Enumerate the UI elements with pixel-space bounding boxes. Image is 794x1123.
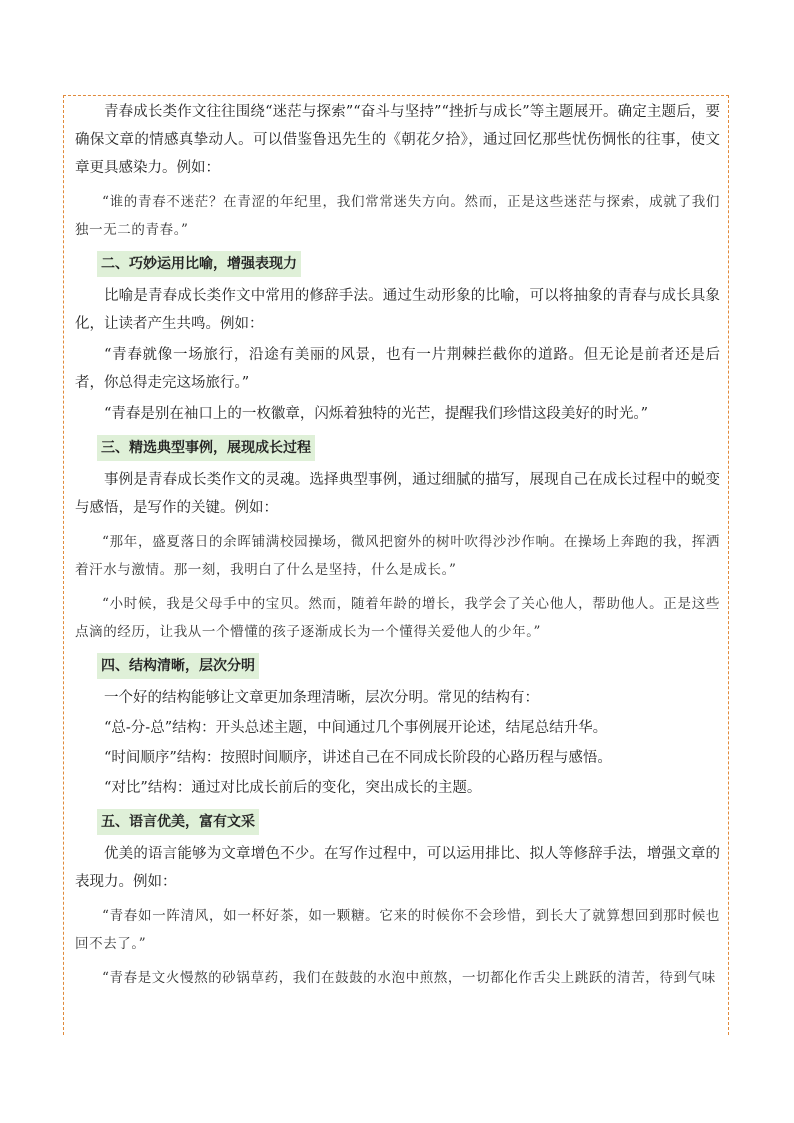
example-quote: “谁的青春不迷茫？在青涩的年纪里，我们常常迷失方向。然而，正是这些迷茫与探索，成就了我们独一无二的青春。”	[75, 194, 720, 238]
example-quote: “青春就像一场旅行，沿途有美丽的风景，也有一片荆棘拦截你的道路。但无论是前者还是后者，你总得走完这场旅行。”	[75, 347, 720, 391]
example-quote: “青春是文火慢熬的砂锅草药，我们在鼓鼓的水泡中煎熬，一切都化作舌尖上跳跃的清苦，待到气味	[102, 970, 716, 986]
body-paragraph: 事例是青春成长类作文的灵魂。选择典型事例，通过细腻的描写，展现自己在成长过程中的蜕变与感悟，是写作的关键。例如：	[75, 472, 720, 516]
structure-item: “总-分-总”结构：开头总述主题，中间通过几个事例展开论述，结尾总结升华。	[104, 720, 608, 736]
body-paragraph: 优美的语言能够为文章增色不少。在写作过程中，可以运用排比、拟人等修辞手法，增强文章的表现力。例如：	[75, 846, 720, 890]
section-heading	[97, 434, 720, 460]
body-paragraph: 比喻是青春成长类作文中常用的修辞手法。通过生动形象的比喻，可以将抽象的青春与成长具象化，让读者产生共鸣。例如：	[75, 288, 720, 332]
example-quote: “那年，盛夏落日的余晖铺满校园操场，微风把窗外的树叶吹得沙沙作响。在操场上奔跑的我，挥洒着汗水与激情。那一刻，我明白了什么是坚持，什么是成长。”	[75, 534, 720, 578]
structure-item: “时间顺序”结构：按照时间顺序，讲述自己在不同成长阶段的心路历程与感悟。	[104, 750, 612, 766]
body-paragraph: 一个好的结构能够让文章更加条理清晰，层次分明。常见的结构有：	[104, 690, 539, 706]
section-heading-label: 二、巧妙运用比喻，增强表现力	[97, 251, 301, 277]
example-quote: “小时候，我是父母手中的宝贝。然而，随着年龄的增长，我学会了关心他人，帮助他人。正是这些点滴的经历，让我从一个懵懂的孩子逐渐成长为一个懂得关爱他人的少年。”	[75, 596, 720, 640]
article-body	[75, 98, 720, 998]
section-heading-label: 四、结构清晰，层次分明	[97, 653, 259, 679]
section-heading	[97, 250, 720, 276]
intro-paragraph: 青春成长类作文往往围绕“迷茫与探索”“奋斗与坚持”“挫折与成长”等主题展开。确定主题后，要确保文章的情感真挚动人。可以借鉴鲁迅先生的《朝花夕拾》，通过回忆那些忧伤惆怅的往事，使文章更具感染力。例如：	[75, 104, 720, 176]
section-heading-label: 三、精选典型事例，展现成长过程	[97, 435, 315, 461]
section-heading	[97, 808, 720, 834]
example-quote: “青春是别在袖口上的一枚徽章，闪烁着独特的光芒，提醒我们珍惜这段美好的时光。”	[104, 406, 649, 422]
example-quote: “青春如一阵清风，如一杯好茶，如一颗糖。它来的时候你不会珍惜，到长大了就算想回到那时候也回不去了。”	[75, 908, 720, 952]
structure-item: “对比”结构：通过对比成长前后的变化，突出成长的主题。	[104, 780, 482, 796]
section-heading	[97, 652, 720, 678]
section-heading-label: 五、语言优美，富有文采	[97, 809, 259, 835]
